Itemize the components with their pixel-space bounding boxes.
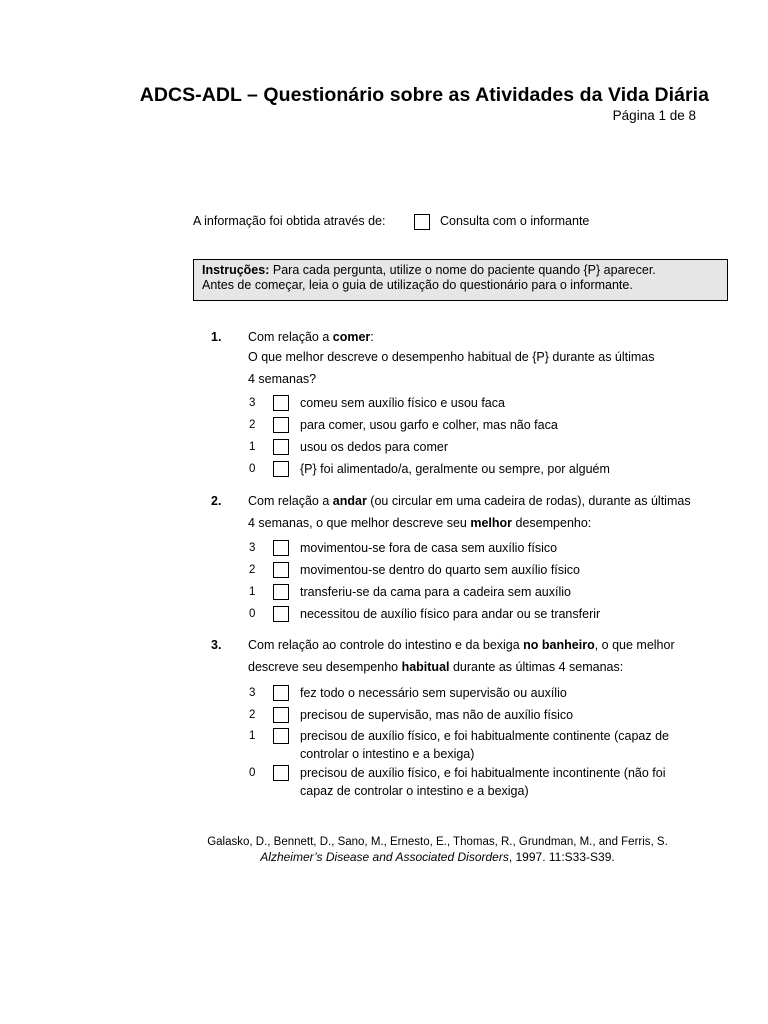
q3-option-0-checkbox[interactable]: [273, 765, 289, 781]
q1-option-0-text: {P} foi alimentado/a, geralmente ou sempre, por alguém: [300, 462, 610, 476]
question-2-line-1: [248, 494, 691, 508]
question-2-text-a: Com relação a: [248, 494, 333, 508]
instructions-box: [193, 259, 728, 301]
question-2-line2-keyword: melhor: [470, 516, 513, 530]
question-2-line-2: [248, 516, 591, 530]
q2-option-3-text: movimentou-se fora de casa sem auxílio físico: [300, 541, 558, 555]
question-3-line2-keyword: habitual: [401, 660, 450, 674]
q3-option-1-checkbox[interactable]: [273, 728, 289, 744]
question-1-line-1: [248, 330, 374, 344]
page-number: Página 1 de 8: [612, 108, 696, 123]
question-1-text-a: Com relação a: [248, 330, 333, 344]
q3-option-1-text-line-2: controlar o intestino e a bexiga): [300, 747, 475, 761]
instructions-lead: Instruções:: [202, 263, 270, 277]
question-3-text-a: Com relação ao controle do intestino e da bexiga: [248, 638, 524, 652]
q2-option-2-checkbox[interactable]: [273, 562, 289, 578]
question-2-line2-a: 4 semanas, o que melhor descreve seu: [248, 516, 471, 530]
question-2-number: 2.: [211, 494, 222, 508]
q3-option-1-text: [300, 727, 669, 763]
question-3-line2-a: descreve seu desempenho: [248, 660, 402, 674]
q1-option-0-code: 0: [249, 463, 256, 475]
question-3-text-c: , o que melhor: [594, 638, 675, 652]
citation-authors: Galasko, D., Bennett, D., Sano, M., Ernesto, E., Thomas, R., Grundman, M., and Ferris, S.: [207, 836, 668, 848]
q1-option-1-text: usou os dedos para comer: [300, 440, 449, 454]
q1-option-3-checkbox[interactable]: [273, 395, 289, 411]
q1-option-2-code: 2: [249, 419, 256, 431]
q3-option-1-code: 1: [249, 730, 256, 742]
q3-option-0-text-line-2: capaz de controlar o intestino e a bexiga): [300, 784, 529, 798]
question-1-number: 1.: [211, 330, 222, 344]
q1-option-0-checkbox[interactable]: [273, 461, 289, 477]
instructions-text-1: Para cada pergunta, utilize o nome do paciente quando {P} aparecer.: [269, 263, 656, 277]
q2-option-0-checkbox[interactable]: [273, 606, 289, 622]
q3-option-2-text: precisou de supervisão, mas não de auxílio físico: [300, 708, 574, 722]
question-3-keyword: no banheiro: [523, 638, 595, 652]
question-1-line-3: 4 semanas?: [248, 372, 317, 386]
q3-option-2-code: 2: [249, 709, 256, 721]
q1-option-2-checkbox[interactable]: [273, 417, 289, 433]
q2-option-1-text: transferiu-se da cama para a cadeira sem auxílio: [300, 585, 571, 599]
document-title: ADCS-ADL – Questionário sobre as Atividades da Vida Diária: [139, 84, 709, 106]
source-option-label: Consulta com o informante: [440, 214, 590, 228]
citation-source: [0, 850, 768, 864]
question-2-line2-c: desempenho:: [512, 516, 592, 530]
source-label: A informação foi obtida através de:: [193, 214, 386, 228]
question-2-keyword: andar: [332, 494, 367, 508]
citation-journal: Alzheimer’s Disease and Associated Disorders: [260, 850, 509, 864]
q2-option-3-checkbox[interactable]: [273, 540, 289, 556]
q1-option-1-checkbox[interactable]: [273, 439, 289, 455]
instructions-line-1: [202, 263, 719, 278]
q1-option-3-code: 3: [249, 397, 256, 409]
q3-option-1-text-line-1: precisou de auxílio físico, e foi habitualmente continente (capaz de: [300, 729, 669, 743]
question-2-text-c: (ou circular em uma cadeira de rodas), durante as últimas: [366, 494, 691, 508]
question-3-line-2: [248, 660, 623, 674]
q3-option-2-checkbox[interactable]: [273, 707, 289, 723]
question-3-line-1: [248, 638, 675, 652]
q3-option-0-text-line-1: precisou de auxílio físico, e foi habitualmente incontinente (não foi: [300, 766, 666, 780]
source-checkbox[interactable]: [414, 214, 430, 230]
q2-option-0-text: necessitou de auxílio físico para andar ou se transferir: [300, 607, 601, 621]
q1-option-1-code: 1: [249, 441, 256, 453]
q3-option-3-text: fez todo o necessário sem supervisão ou auxílio: [300, 686, 567, 700]
question-1-keyword: comer: [332, 330, 371, 344]
q2-option-2-text: movimentou-se dentro do quarto sem auxílio físico: [300, 563, 580, 577]
q3-option-0-text: [300, 764, 666, 800]
q3-option-0-code: 0: [249, 767, 256, 779]
citation-rest: , 1997. 11:S33-S39.: [508, 850, 615, 864]
q3-option-3-code: 3: [249, 687, 256, 699]
q2-option-0-code: 0: [249, 608, 256, 620]
question-1-line-2: O que melhor descreve o desempenho habitual de {P} durante as últimas: [248, 350, 655, 364]
question-1-text-c: :: [370, 330, 374, 344]
q1-option-3-text: comeu sem auxílio físico e usou faca: [300, 396, 505, 410]
question-3-line2-c: durante as últimas 4 semanas:: [449, 660, 624, 674]
q1-option-2-text: para comer, usou garfo e colher, mas não faca: [300, 418, 558, 432]
q3-option-3-checkbox[interactable]: [273, 685, 289, 701]
q2-option-2-code: 2: [249, 564, 256, 576]
instructions-text-2: Antes de começar, leia o guia de utilização do questionário para o informante.: [202, 278, 633, 292]
q2-option-1-code: 1: [249, 586, 256, 598]
q2-option-3-code: 3: [249, 542, 256, 554]
question-3-number: 3.: [211, 638, 222, 652]
q2-option-1-checkbox[interactable]: [273, 584, 289, 600]
